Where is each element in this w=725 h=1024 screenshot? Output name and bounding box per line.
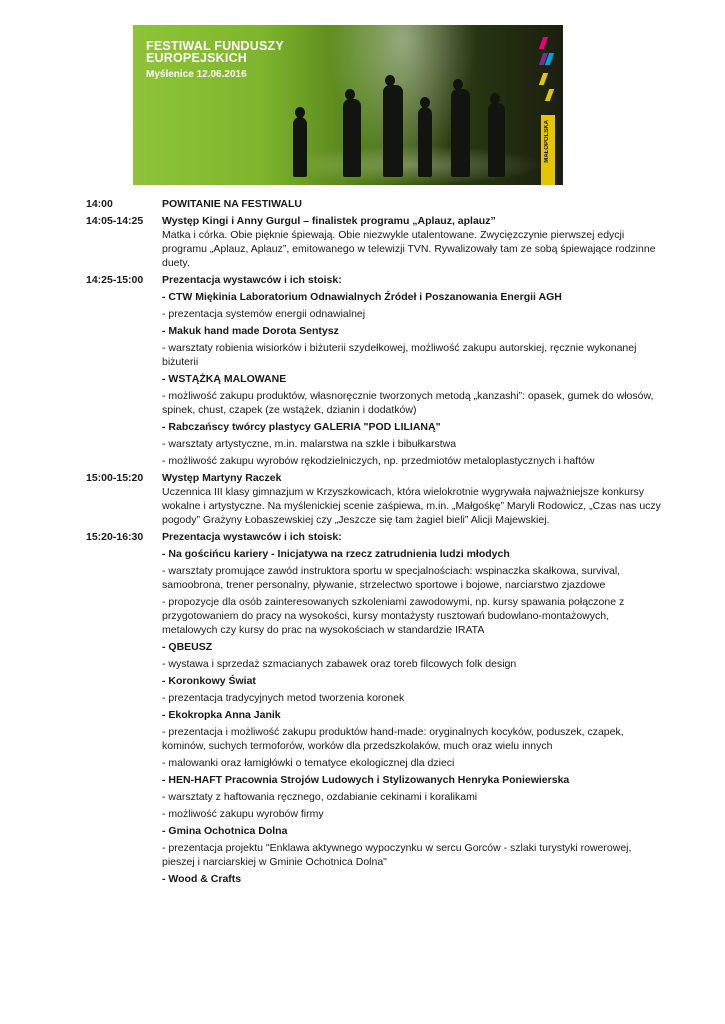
exhibitor-name: - Koronkowy Świat	[162, 675, 256, 687]
schedule-time: 14:25-15:00	[86, 274, 144, 286]
exhibitor-name: - Rabczańscy twórcy plastycy GALERIA "POD LILIANĄ"	[162, 421, 441, 433]
schedule-description: - malowanki oraz łamigłówki o tematyce ekologicznej dla dzieci	[162, 757, 455, 769]
schedule-heading: Występ Martyny Raczek	[162, 472, 282, 484]
exhibitor-name: - HEN-HAFT Pracownia Strojów Ludowych i Stylizowanych Henryka Poniewierska	[162, 774, 570, 786]
exhibitor-name: - Wood & Crafts	[162, 873, 242, 885]
schedule-description: Matka i córka. Obie pięknie śpiewają. Obie niezwykle utalentowane. Zwycięzczynie pierwszej edycji programu „Aplauz, Aplauz”, emitowanego w telewizji TVN. Rywalizowały tam ze sobą śpiewające rodzinne duety.	[162, 229, 656, 269]
exhibitor-name: - WSTĄŻKĄ MALOWANE	[162, 373, 287, 385]
banner-subtitle: Myślenice 12.06.2016	[146, 69, 247, 80]
schedule-description: - wystawa i sprzedaż szmacianych zabawek oraz toreb filcowych folk design	[162, 658, 517, 670]
schedule-description: - warsztaty promujące zawód instruktora sportu w specjalnościach: wspinaczka skałkowa, survival, samoobrona, trener personalny, pływanie, strzelectwo sportowe i bojowe, narciarstwo zjazdowe	[162, 565, 621, 591]
band-member	[293, 117, 307, 177]
schedule-heading: Prezentacja wystawców i ich stoisk:	[162, 274, 342, 286]
schedule-description: - propozycje dla osób zainteresowanych szkoleniami zawodowymi, np. kursy spawania połączone z przygotowaniem do pracy na wysokości, kursy montażysty rusztowań budowlano-montażowych, metalowych czy kursy do prac na wysokościach w standardzie IRATA	[162, 596, 625, 636]
schedule-description: - możliwość zakupu wyrobów firmy	[162, 808, 324, 820]
exhibitor-name: - QBEUSZ	[162, 641, 213, 653]
exhibitor-name: - Na gościńcu kariery - Inicjatywa na rzecz zatrudnienia ludzi młodych	[162, 548, 510, 560]
schedule-content	[162, 530, 666, 886]
exhibitor-name: - Makuk hand made Dorota Sentysz	[162, 325, 339, 337]
festival-schedule	[86, 197, 666, 889]
band-member	[418, 107, 432, 177]
schedule-heading: Prezentacja wystawców i ich stoisk:	[162, 531, 342, 543]
schedule-entry	[86, 197, 666, 211]
schedule-description: - możliwość zakupu produktów, własnoręcznie tworzonych metodą „kanzashi”: opasek, gumek do włosów, spinek, chust, czapek (ze wstążek, dzianin i dodatków)	[162, 390, 654, 416]
schedule-time: 14:00	[86, 198, 113, 210]
schedule-content	[162, 214, 666, 270]
band-member	[488, 103, 505, 177]
banner-title-line1: FESTIWAL FUNDUSZY	[146, 39, 284, 53]
band-member	[343, 99, 361, 177]
schedule-description: - warsztaty z haftowania ręcznego, ozdabianie cekinami i koralikami	[162, 791, 478, 803]
banner-title	[146, 40, 284, 64]
schedule-description: - możliwość zakupu wyrobów rękodzielniczych, np. przedmiotów metaloplastycznych i haftów	[162, 455, 595, 467]
malopolska-logo: MAŁOPOLSKA	[544, 120, 550, 163]
festival-banner	[133, 25, 563, 185]
schedule-entry	[86, 273, 666, 468]
schedule-time: 14:05-14:25	[86, 215, 144, 227]
schedule-description: - prezentacja projektu "Enklawa aktywnego wypoczynku w sercu Gorców - szlaki turystyki rowerowej, pieszej i narciarskiej w Gminie Ochotnica Dolna"	[162, 842, 632, 868]
schedule-description: - prezentacja systemów energii odnawialnej	[162, 308, 366, 320]
schedule-time: 15:00-15:20	[86, 472, 144, 484]
schedule-entry	[86, 530, 666, 886]
schedule-heading: POWITANIE NA FESTIWALU	[162, 198, 302, 210]
schedule-description: Uczennica III klasy gimnazjum w Krzyszkowicach, która wielokrotnie wygrywała najważniejsze konkursy wokalne i artystyczne. Na myślenickiej scenie zaśpiewa, m.in. „Małgośkę” Maryli Rodowicz, „Czas nas uczy pogody” Grażyny Łobaszewskiej czy „Jeszcze się tam żagiel bieli” Alicji Majewskiej.	[162, 486, 661, 526]
schedule-description: - prezentacja tradycyjnych metod tworzenia koronek	[162, 692, 405, 704]
band-member	[451, 89, 470, 177]
schedule-content	[162, 471, 666, 527]
schedule-description: - warsztaty artystyczne, m.in. malarstwa na szkle i bibułkarstwa	[162, 438, 457, 450]
band-member	[383, 85, 403, 177]
schedule-entry	[86, 214, 666, 270]
schedule-entry	[86, 471, 666, 527]
exhibitor-name: - Ekokropka Anna Janik	[162, 709, 281, 721]
exhibitor-name: - Gmina Ochotnica Dolna	[162, 825, 288, 837]
exhibitor-name: - CTW Miękinia Laboratorium Odnawialnych Źródeł i Poszanowania Energii AGH	[162, 291, 562, 303]
schedule-content	[162, 273, 666, 468]
banner-title-line2: EUROPEJSKICH	[146, 51, 248, 65]
schedule-description: - prezentacja i możliwość zakupu produktów hand-made: oryginalnych kocyków, poduszek, czapek, kominów, suchych termoforów, worków dla przedszkolaków, much oraz wielu innych	[162, 726, 624, 752]
schedule-time: 15:20-16:30	[86, 531, 144, 543]
schedule-content	[162, 197, 666, 211]
schedule-heading: Występ Kingi i Anny Gurgul – finalistek programu „Aplauz, aplauz”	[162, 215, 496, 227]
schedule-description: - warsztaty robienia wisiorków i biżuterii szydełkowej, możliwość zakupu autorskiej, ręcznie wykonanej biżuterii	[162, 342, 637, 368]
